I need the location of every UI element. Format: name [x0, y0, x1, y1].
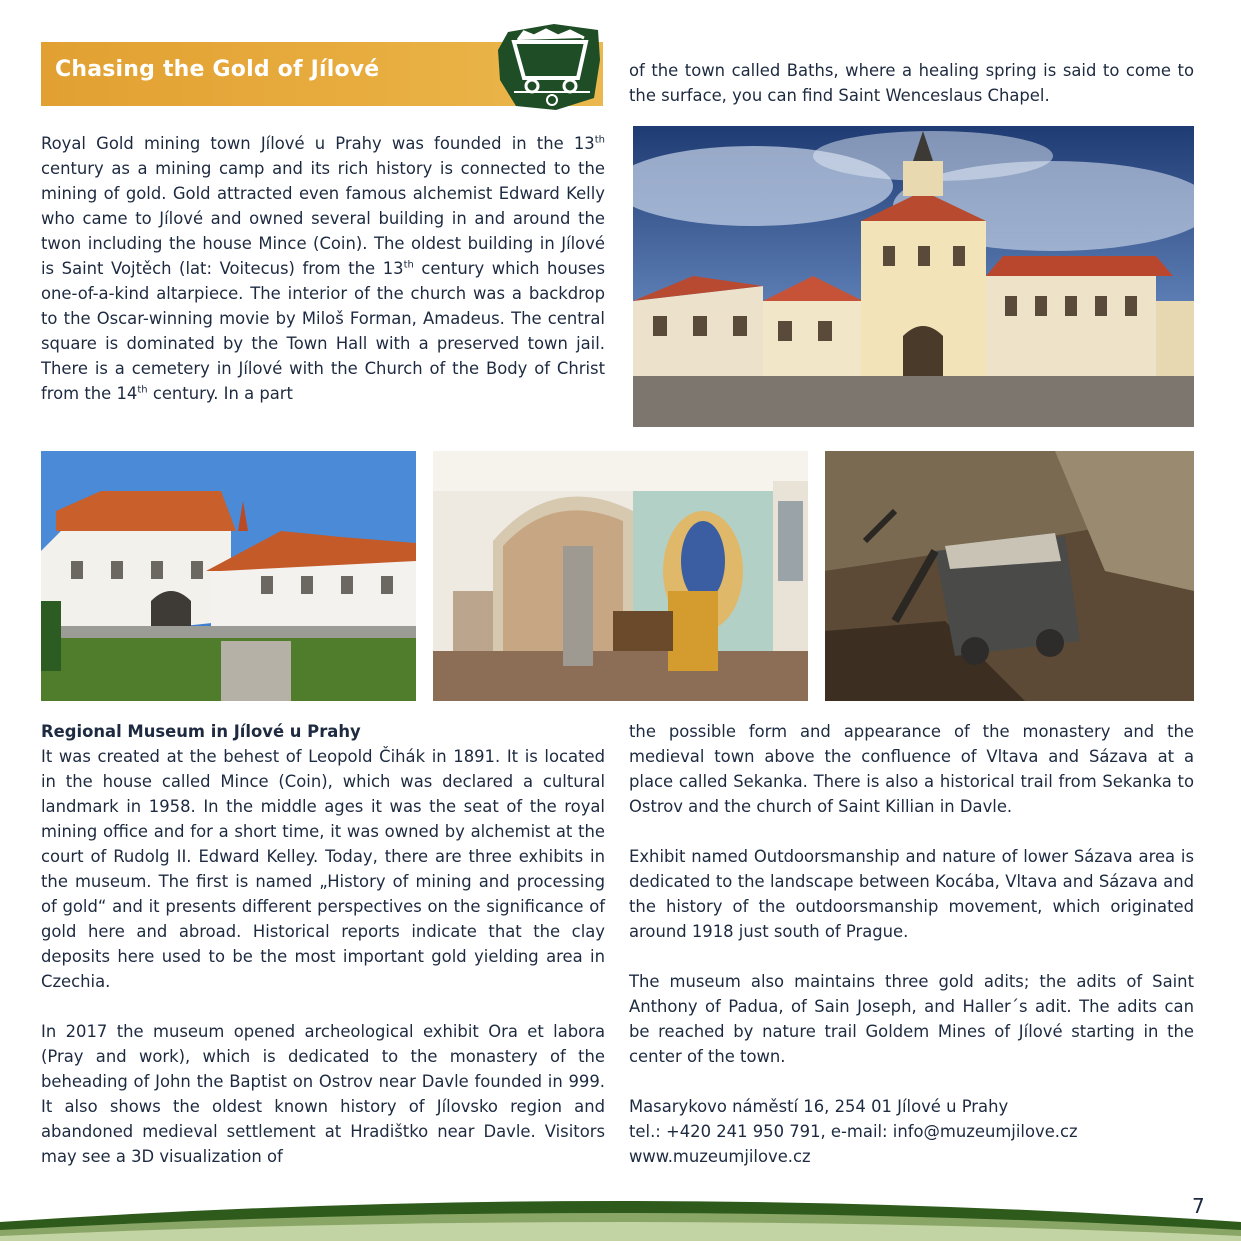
intro-number-3: 14 [116, 384, 138, 403]
mince-house-photo [41, 451, 416, 701]
museum-interior-photo [433, 451, 808, 701]
ordinal-suffix-1: th [594, 134, 605, 146]
ordinal-suffix-2: th [403, 259, 414, 271]
contact-website[interactable]: www.muzeumjilove.cz [629, 1147, 811, 1166]
contact-address: Masarykovo náměstí 16, 254 01 Jílové u Prahy [629, 1097, 1009, 1116]
section-title: Chasing the Gold of Jílové [55, 57, 380, 82]
mine-cart-icon [494, 20, 604, 112]
museum-heading: Regional Museum in Jílové u Prahy [41, 722, 361, 741]
intro-paragraph [41, 131, 605, 406]
museum-left-column [41, 719, 605, 1169]
intro-text-3: century which houses one-of-a-kind altarpiece. The interior of the church was a backdrop to the Oscar-winning movie by Miloš Forman, Amadeus. The central square is dominated by the Town Hall with a preserved town jail. There is a cemetery in Jílové with the Church of the Body of Christ from the [41, 259, 606, 403]
intro-number-1: 13 [573, 134, 595, 153]
intro-text-4: century. In a part [152, 384, 293, 403]
museum-paragraph-4: Exhibit named Outdoorsmanship and nature of lower Sázava area is dedicated to the landscape between Kocába, Vltava and Sázava and the history of the outdoorsmanship movement, which originated around 1918 just south of Prague. [629, 847, 1194, 941]
intro-text-1: Royal Gold mining town Jílové u Prahy was founded in the [41, 134, 564, 153]
intro-continuation: of the town called Baths, where a healing spring is said to come to the surface, you can find Saint Wenceslaus Chapel. [629, 61, 1194, 105]
museum-paragraph-5: The museum also maintains three gold adits; the adits of Saint Anthony of Padua, of Sain Joseph, and Haller´s adit. The adits can be reached by nature trail Goldem Mines of Jílové starting in the center of the town. [629, 972, 1194, 1066]
town-hall-photo [633, 126, 1194, 427]
contact-block [629, 1094, 1194, 1169]
ordinal-suffix-3: th [137, 384, 148, 396]
museum-paragraph-3: the possible form and appearance of the monastery and the medieval town above the confluence of Vltava and Sázava at a place called Sekanka. There is also a historical trail from Sekanka to Ostrov and the church of Saint Killian in Davle. [629, 722, 1194, 816]
intro-text-2: century as a mining camp and its rich history is connected to the mining of gold. Gold attracted even famous alchemist Edward Kelly who came to Jílové and owned several building in and around the twon including the house Mince (Coin). The oldest building in Jílové is Saint Vojtěch (lat: Voitecus) from the [41, 159, 605, 278]
mine-adit-photo [825, 451, 1194, 701]
intro-number-2: 13 [382, 259, 404, 278]
museum-paragraph-2: In 2017 the museum opened archeological exhibit Ora et labora (Pray and work), which is dedicated to the monastery of the beheading of John the Baptist on Ostrov near Davle founded in 999. It also shows the oldest known history of Jílovsko region and abandoned medieval settlement at Hradištko near Davle. Visitors may see a 3D visualization of [41, 1022, 605, 1166]
footer-wave [0, 1188, 1241, 1241]
page-number: 7 [1192, 1194, 1205, 1218]
contact-phone-email[interactable]: tel.: +420 241 950 791, e-mail: info@muzeumjilove.cz [629, 1122, 1078, 1141]
museum-right-column [629, 719, 1194, 1069]
museum-paragraph-1: It was created at the behest of Leopold Čihák in 1891. It is located in the house called Mince (Coin), which was declared a cultural landmark in 1958. In the middle ages it was the seat of the royal mining office and for a short time, it was owned by alchemist at the court of Rudolg II. Edward Kelley. Today, there are three exhibits in the museum. The first is named „History of mining and processing of gold“ and it presents different perspectives on the significance of gold here and abroad. Historical reports indicate that the clay deposits here used to be the most important gold yielding area in Czechia. [41, 747, 605, 991]
